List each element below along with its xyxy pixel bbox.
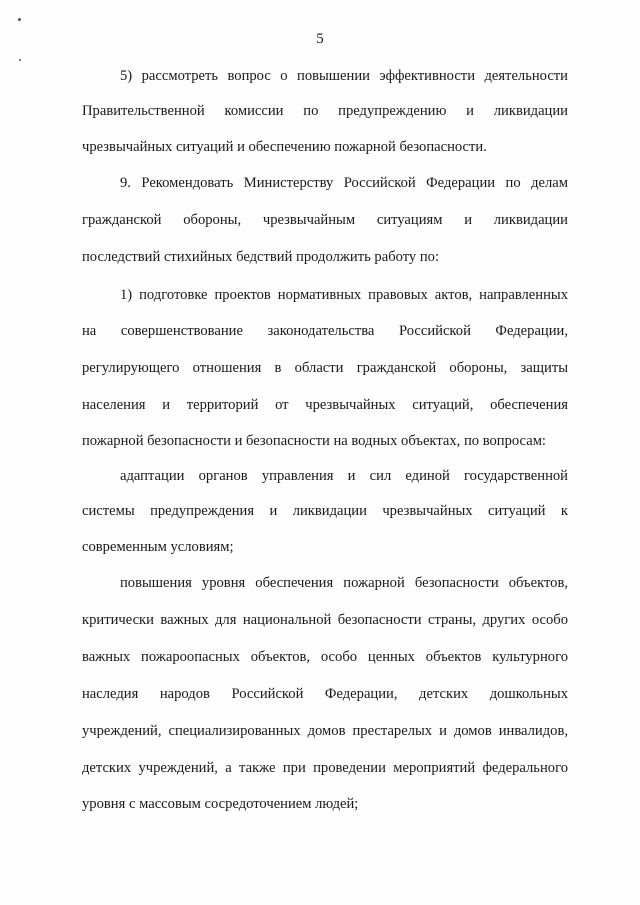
- text-line: пожарной безопасности и безопасности на водных объектах, по вопросам:: [82, 433, 546, 449]
- text-line: критически важных для национальной безопасности страны, других особо: [82, 612, 568, 628]
- text-line: Правительственной комиссии по предупреждению и ликвидации: [82, 103, 568, 119]
- text-line: на совершенствование законодательства Российской Федерации,: [82, 323, 568, 339]
- text-line: 9. Рекомендовать Министерству Российской Федерации по делам: [120, 175, 568, 191]
- text-line: 5) рассмотреть вопрос о повышении эффективности деятельности: [120, 68, 568, 84]
- text-line: адаптации органов управления и сил единой государственной: [120, 468, 568, 484]
- text-line: гражданской обороны, чрезвычайным ситуациям и ликвидации: [82, 212, 568, 228]
- text-line: уровня с массовым сосредоточением людей;: [82, 796, 359, 812]
- text-line: населения и территорий от чрезвычайных ситуаций, обеспечения: [82, 397, 568, 413]
- text-line: важных пожароопасных объектов, особо ценных объектов культурного: [82, 649, 568, 665]
- text-line: последствий стихийных бедствий продолжить работу по:: [82, 249, 440, 265]
- text-line: детских учреждений, а также при проведении мероприятий федерального: [82, 760, 568, 776]
- page-number: 5: [316, 31, 324, 47]
- text-line: повышения уровня обеспечения пожарной безопасности объектов,: [120, 575, 568, 591]
- text-line: учреждений, специализированных домов престарелых и домов инвалидов,: [82, 723, 568, 739]
- scan-speck: [18, 18, 21, 21]
- text-line: наследия народов Российской Федерации, детских дошкольных: [82, 686, 568, 702]
- scan-speck: [19, 59, 21, 61]
- text-line: чрезвычайных ситуаций и обеспечению пожарной безопасности.: [82, 139, 487, 155]
- text-line: системы предупреждения и ликвидации чрезвычайных ситуаций к: [82, 503, 568, 519]
- text-line: современным условиям;: [82, 539, 234, 555]
- text-line: 1) подготовке проектов нормативных правовых актов, направленных: [120, 287, 568, 303]
- text-line: регулирующего отношения в области гражданской обороны, защиты: [82, 360, 568, 376]
